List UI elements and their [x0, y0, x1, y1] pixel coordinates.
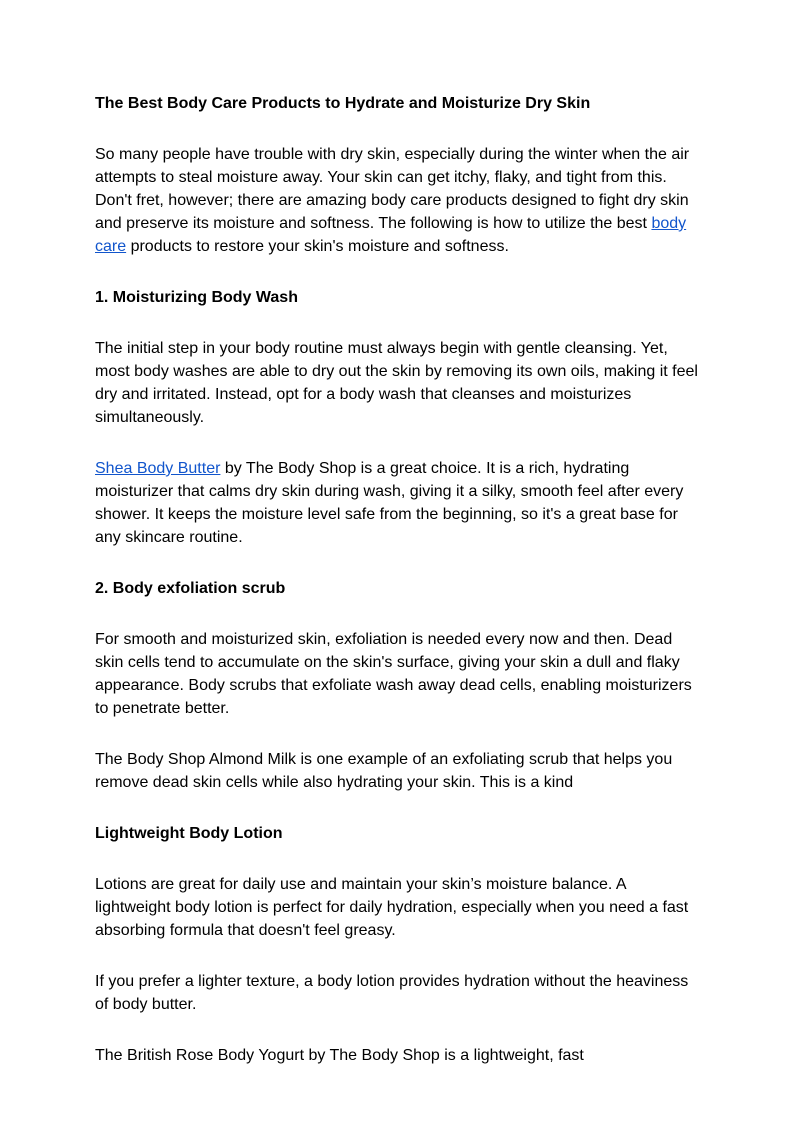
- exfoliation-paragraph-2: The Body Shop Almond Milk is one example of an exfoliating scrub that helps you remove dead skin cells while also hydrating your skin. This is a kind: [95, 751, 673, 791]
- body-wash-paragraph-1: The initial step in your body routine must always begin with gentle cleansing. Yet, most body washes are able to dry out the skin by removing its own oils, making it feel dry and irritated. Instead, opt for a body wash that cleanses and moisturizes simultaneously.: [95, 340, 698, 426]
- document-page: [95, 92, 705, 1095]
- body-lotion-paragraph-2: If you prefer a lighter texture, a body lotion provides hydration without the heaviness of body butter.: [95, 973, 689, 1013]
- section-heading-exfoliation-scrub: 2. Body exfoliation scrub: [95, 580, 286, 597]
- document-title: The Best Body Care Products to Hydrate and Moisturize Dry Skin: [95, 95, 591, 112]
- body-lotion-paragraph-3: The British Rose Body Yogurt by The Body Shop is a lightweight, fast: [95, 1047, 584, 1064]
- body-lotion-paragraph-1: Lotions are great for daily use and maintain your skin’s moisture balance. A lightweight body lotion is perfect for daily hydration, especially when you need a fast absorbing formula that doesn't feel greasy.: [95, 876, 689, 939]
- body-wash-paragraph-2-text: by The Body Shop is a great choice. It is a rich, hydrating moisturizer that calms dry skin during wash, giving it a silky, smooth feel after every shower. It keeps the moisture level safe from the beginning, so it's a great base for any skincare routine.: [95, 460, 684, 546]
- body-wash-paragraph-2: [95, 457, 705, 549]
- intro-paragraph: [95, 143, 705, 258]
- section-heading-body-wash: 1. Moisturizing Body Wash: [95, 289, 298, 306]
- body-care-link[interactable]: body care: [95, 215, 687, 255]
- section-heading-body-lotion: Lightweight Body Lotion: [95, 825, 283, 842]
- intro-text-after-link: products to restore your skin's moisture and softness.: [126, 238, 509, 255]
- intro-text-before-link: So many people have trouble with dry skin, especially during the winter when the air attempts to steal moisture away. Your skin can get itchy, flaky, and tight from this. Don't fret, however; there are amazing body care products designed to fight dry skin and preserve its moisture and softness. The following is how to utilize the best: [95, 146, 690, 232]
- exfoliation-paragraph-1: For smooth and moisturized skin, exfoliation is needed every now and then. Dead skin cells tend to accumulate on the skin's surface, giving your skin a dull and flaky appearance. Body scrubs that exfoliate wash away dead cells, enabling moisturizers to penetrate better.: [95, 631, 692, 717]
- shea-body-butter-link[interactable]: Shea Body Butter: [95, 460, 221, 477]
